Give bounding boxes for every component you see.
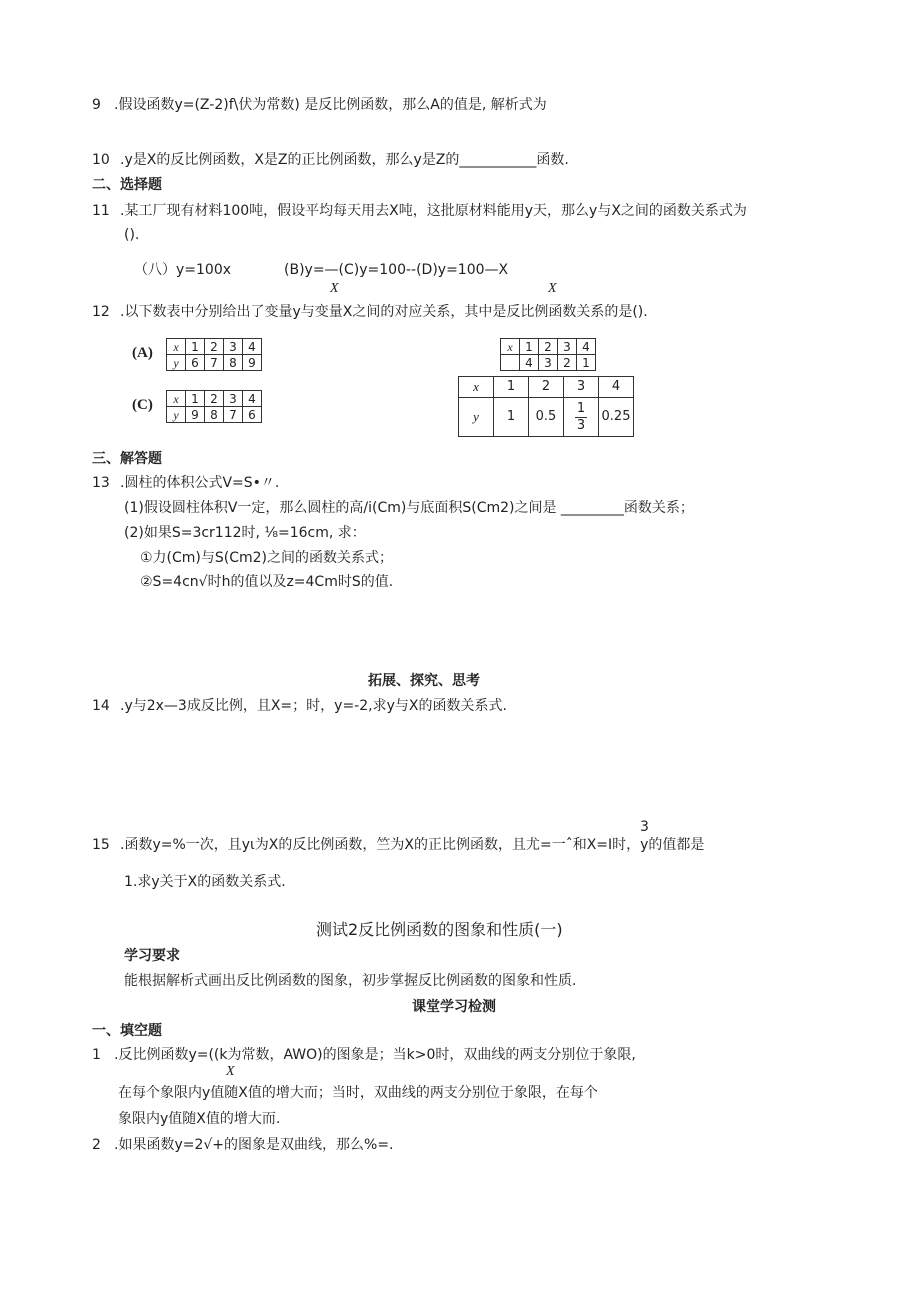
table-cell: 2 bbox=[558, 355, 577, 371]
table-cell: 7 bbox=[224, 407, 243, 423]
table-cell: 3 bbox=[539, 355, 558, 371]
table-cell: 1 bbox=[577, 355, 596, 371]
table-cell: 0.5 bbox=[529, 398, 564, 437]
fill1-text: .反比例函数y=((k为常数，AWO)的图象是；当k>0时，双曲线的两支分别位于象限, bbox=[114, 1047, 636, 1063]
learning-requirements-heading: 学习要求 bbox=[124, 948, 180, 964]
table-row bbox=[501, 355, 596, 371]
table-cell: 6 bbox=[186, 355, 205, 371]
q12-option-c-label: (C) bbox=[132, 397, 153, 413]
q10-text: .y是X的反比例函数，X是Z的正比例函数，那么y是Z的___________函数. bbox=[120, 152, 569, 168]
fill2-text: .如果函数y=2√+的图象是双曲线，那么%=. bbox=[114, 1137, 394, 1153]
table-row bbox=[501, 339, 596, 355]
table-cell: 4 bbox=[243, 391, 262, 407]
table-cell: 2 bbox=[529, 377, 564, 398]
section-choice-heading: 二、选择题 bbox=[92, 177, 162, 193]
q13-text: .圆柱的体积公式V=S•〃. bbox=[120, 475, 280, 491]
test2-title: 测试2反比例函数的图象和性质(一) bbox=[316, 920, 563, 939]
q9-number: 9 bbox=[92, 97, 101, 113]
q13-number: 13 bbox=[92, 475, 110, 491]
fill1-denominator: X bbox=[226, 1064, 235, 1079]
table-cell: 3 bbox=[224, 391, 243, 407]
section-fill-heading: 一、填空题 bbox=[92, 1023, 162, 1039]
table-cell: 4 bbox=[520, 355, 539, 371]
table-cell: x bbox=[167, 391, 186, 407]
q15-text-cont: 1.求y关于X的函数关系式. bbox=[124, 874, 286, 890]
table-cell: 8 bbox=[224, 355, 243, 371]
q12-table-b bbox=[500, 338, 596, 371]
table-cell bbox=[564, 398, 599, 437]
q11-options-bcd: (B)y=—(C)y=100--(D)y=100—X bbox=[284, 262, 509, 278]
section-answer-heading: 三、解答题 bbox=[92, 451, 162, 467]
q14-text: .y与2x—3成反比例，且X=；时，y=-2,求y与X的函数关系式. bbox=[120, 698, 507, 714]
table-cell: y bbox=[459, 398, 494, 437]
table-row bbox=[167, 355, 262, 371]
table-cell: 4 bbox=[243, 339, 262, 355]
fraction-denominator: 3 bbox=[576, 417, 586, 433]
table-cell: 3 bbox=[564, 377, 599, 398]
q13-part2a: ①力(Cm)与S(Cm2)之间的函数关系式； bbox=[140, 550, 394, 566]
table-cell: 6 bbox=[243, 407, 262, 423]
classroom-check-heading: 课堂学习检测 bbox=[412, 999, 496, 1015]
q11-number: 11 bbox=[92, 203, 110, 219]
table-cell: 7 bbox=[205, 355, 224, 371]
q13-part2: (2)如果S=3cr112时, ⅛=16cm, 求： bbox=[124, 525, 366, 541]
table-row bbox=[459, 398, 634, 437]
q12-table-d bbox=[458, 376, 634, 437]
table-row bbox=[167, 339, 262, 355]
q11-text-cont: (). bbox=[124, 227, 140, 243]
fraction-numerator: 1 bbox=[576, 400, 586, 416]
fill1-line2: 在每个象限内y值随X值的增大而；当时，双曲线的两支分别位于象限，在每个 bbox=[118, 1085, 598, 1101]
fraction bbox=[575, 401, 587, 434]
table-cell: 4 bbox=[577, 339, 596, 355]
table-cell: 1 bbox=[494, 398, 529, 437]
table-cell: 2 bbox=[205, 391, 224, 407]
table-cell: 8 bbox=[205, 407, 224, 423]
q12-table-a bbox=[166, 338, 262, 371]
q9-text: .假设函数y=(Z-2)f\伏为常数) 是反比例函数，那么A的值是, 解析式为 bbox=[114, 97, 547, 113]
table-row bbox=[459, 377, 634, 398]
table-cell: 1 bbox=[186, 391, 205, 407]
table-cell: 3 bbox=[558, 339, 577, 355]
table-cell: 2 bbox=[205, 339, 224, 355]
table-cell: x bbox=[459, 377, 494, 398]
table-cell bbox=[501, 355, 520, 371]
table-cell: 9 bbox=[243, 355, 262, 371]
table-cell: 2 bbox=[539, 339, 558, 355]
q13-part1: (1)假设圆柱体积V一定，那么圆柱的高/i(Cm)与底面积S(Cm2)之间是 _________函数关系； bbox=[124, 500, 694, 516]
table-cell: 4 bbox=[599, 377, 634, 398]
q15-number: 15 bbox=[92, 837, 110, 853]
table-cell: x bbox=[501, 339, 520, 355]
q10-number: 10 bbox=[92, 152, 110, 168]
q12-table-c bbox=[166, 390, 262, 423]
table-cell: y bbox=[167, 355, 186, 371]
q11-denominator-2: X bbox=[548, 281, 557, 296]
table-cell: 1 bbox=[494, 377, 529, 398]
table-cell: 3 bbox=[224, 339, 243, 355]
fill1-line3: 象限内y值随X值的增大而. bbox=[118, 1111, 281, 1127]
q11-text: .某工厂现有材料100吨，假设平均每天用去X吨，这批原材料能用y天，那么y与X之间的函数关系式为 bbox=[120, 203, 747, 219]
fill2-number: 2 bbox=[92, 1137, 101, 1153]
table-row bbox=[167, 407, 262, 423]
q14-number: 14 bbox=[92, 698, 110, 714]
q12-number: 12 bbox=[92, 304, 110, 320]
table-cell: x bbox=[167, 339, 186, 355]
learning-requirements-text: 能根据解析式画出反比例函数的图象，初步掌握反比例函数的图象和性质. bbox=[124, 973, 577, 989]
table-cell: 1 bbox=[520, 339, 539, 355]
table-row bbox=[167, 391, 262, 407]
q11-denominator-1: X bbox=[330, 281, 339, 296]
q12-option-a-label: (A) bbox=[132, 345, 153, 361]
q15-text: .函数y=%一次，且yι为X的反比例函数，竺为X的正比例函数，且尤=一ˆ和X=I时，y的值都是 bbox=[120, 837, 705, 853]
q13-part2b: ②S=4cn√时h的值以及z=4Cm时S的值. bbox=[140, 574, 394, 590]
extension-heading: 拓展、探究、思考 bbox=[368, 673, 480, 689]
table-cell: y bbox=[167, 407, 186, 423]
table-cell: 1 bbox=[186, 339, 205, 355]
table-cell: 9 bbox=[186, 407, 205, 423]
q15-superscript: 3 bbox=[640, 819, 649, 835]
q12-text: .以下数表中分别给出了变量y与变量X之间的对应关系，其中是反比例函数关系的是(). bbox=[120, 304, 648, 320]
fill1-number: 1 bbox=[92, 1047, 101, 1063]
q11-option-a: （八）y=100x bbox=[134, 262, 232, 278]
table-cell: 0.25 bbox=[599, 398, 634, 437]
